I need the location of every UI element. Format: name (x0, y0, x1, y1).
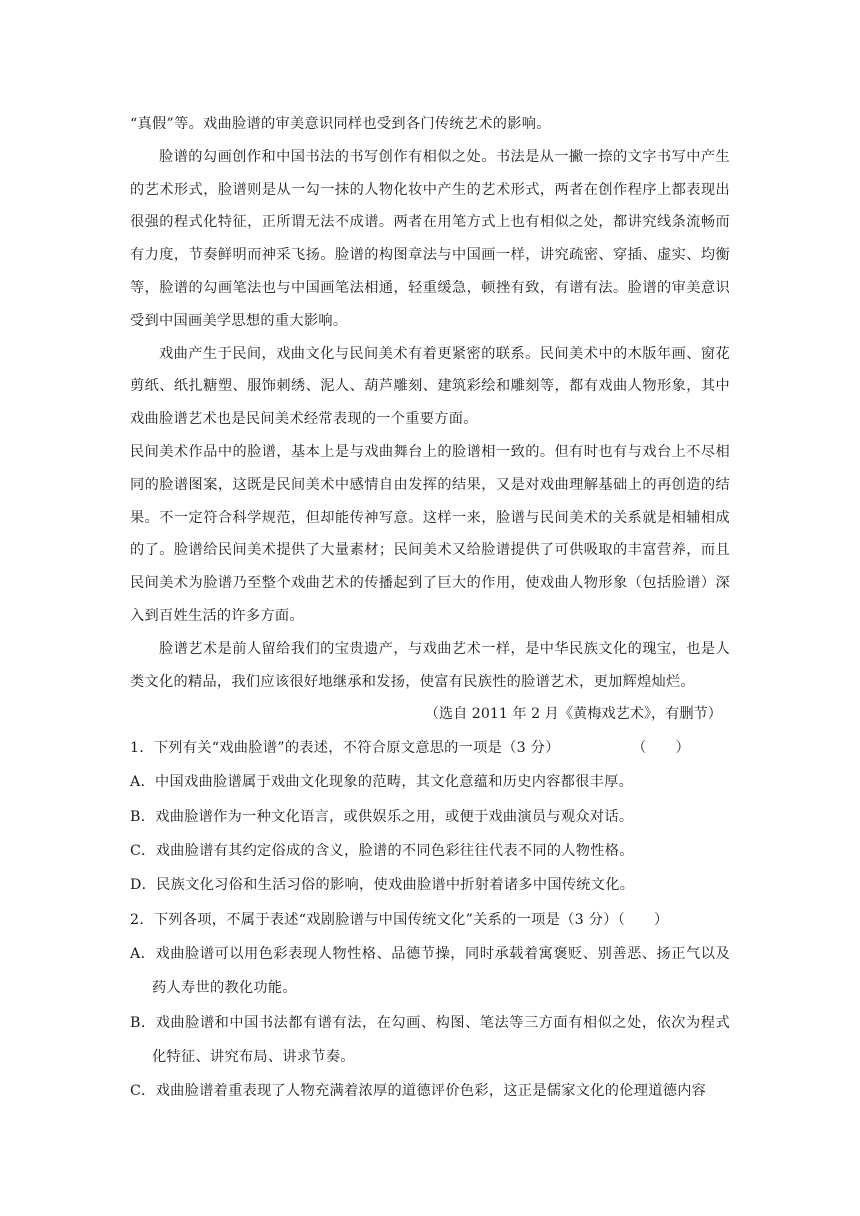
question-2-option-a: A．戏曲脸谱可以用色彩表现人物性格、品德节操，同时承载着寓褒贬、别善恶、扬正气以及药人寿世的教化功能。 (130, 945, 730, 997)
question-1-option-c: C．戏曲脸谱有其约定俗成的含义，脸谱的不同色彩往往代表不同的人物性格。 (130, 842, 634, 859)
document-content (130, 108, 730, 1109)
passage-paragraph-3: 戏曲产生于民间，戏曲文化与民间美术有着更紧密的联系。民间美术中的木版年画、窗花剪纸、纸扎糖塑、服饰刺绣、泥人、葫芦雕刻、建筑彩绘和雕刻等，都有戏曲人物形象，其中戏曲脸谱艺术也是民间美术经常表现的一个重要方面。 (130, 345, 730, 428)
question-1-text: 1．下列有关“戏曲脸谱”的表述，不符合原文意思的一项是（3 分） (130, 740, 560, 757)
question-1-option-b: B．戏曲脸谱作为一种文化语言，或供娱乐之用，或便于戏曲演员与观众对话。 (130, 808, 634, 825)
question-2-option-b: B．戏曲脸谱和中国书法都有谱有法，在勾画、构图、笔法等三方面有相似之处，依次为程式化特征、讲究布局、讲求节奏。 (130, 1014, 730, 1065)
passage-paragraph-1: “真假”等。戏曲脸谱的审美意识同样也受到各门传统艺术的影响。 (130, 116, 551, 132)
question-1-stem (130, 731, 730, 765)
question-1-option-a: A．中国戏曲脸谱属于戏曲文化现象的范畴，其文化意蕴和历史内容都很丰厚。 (130, 774, 634, 791)
passage-paragraph-2: 脸谱的勾画创作和中国书法的书写创作有相似之处。书法是从一撇一捺的文字书写中产生的艺术形式，脸谱则是从一勾一抹的人物化妆中产生的艺术形式，两者在创作程序上都表现出很强的程式化特征，正所谓无法不成谱。两者在用笔方式上也有相似之处，都讲究线条流畅而有力度，节奏鲜明而神采飞扬。脸谱的构图章法与中国画一样，讲究疏密、穿插、虚实、均衡等，脸谱的勾画笔法也与中国画笔法相通，轻重缓急，顿挫有致，有谱有法。脸谱的审美意识受到中国画美学思想的重大影响。 (130, 148, 730, 329)
passage-paragraph-4: 民间美术作品中的脸谱，基本上是与戏曲舞台上的脸谱相一致的。但有时也有与戏台上不尽相同的脸谱图案，这既是民间美术中感情自由发挥的结果，又是对戏曲理解基础上的再创造的结果。不一定符合科学规范，但却能传神写意。这样一来，脸谱与民间美术的关系就是相辅相成的了。脸谱给民间美术提供了大量素材；民间美术又给脸谱提供了可供吸取的丰富营养，而且民间美术为脸谱乃至整个戏曲艺术的传播起到了巨大的作用，使戏曲人物形象（包括脸谱）深入到百姓生活的许多方面。 (130, 443, 730, 624)
question-2-stem: 2．下列各项，不属于表述“戏剧脸谱与中国传统文化”关系的一项是（3 分）（ ） (130, 911, 669, 928)
passage-source: （选自 2011 年 2 月《黄梅戏艺术》，有删节） (424, 706, 722, 723)
question-1-answer-blank: （ ） (632, 740, 690, 757)
question-2-option-c: C．戏曲脸谱着重表现了人物充满着浓厚的道德评价色彩，这正是儒家文化的伦理道德内容 (130, 1083, 707, 1100)
question-1-option-d: D．民族文化习俗和生活习俗的影响，使戏曲脸谱中折射着诸多中国传统文化。 (130, 877, 635, 894)
passage-paragraph-5: 脸谱艺术是前人留给我们的宝贵遗产，与戏曲艺术一样，是中华民族文化的瑰宝，也是人类文化的精品，我们应该很好地继承和发扬，使富有民族性的脸谱艺术，更加辉煌灿烂。 (130, 640, 730, 690)
